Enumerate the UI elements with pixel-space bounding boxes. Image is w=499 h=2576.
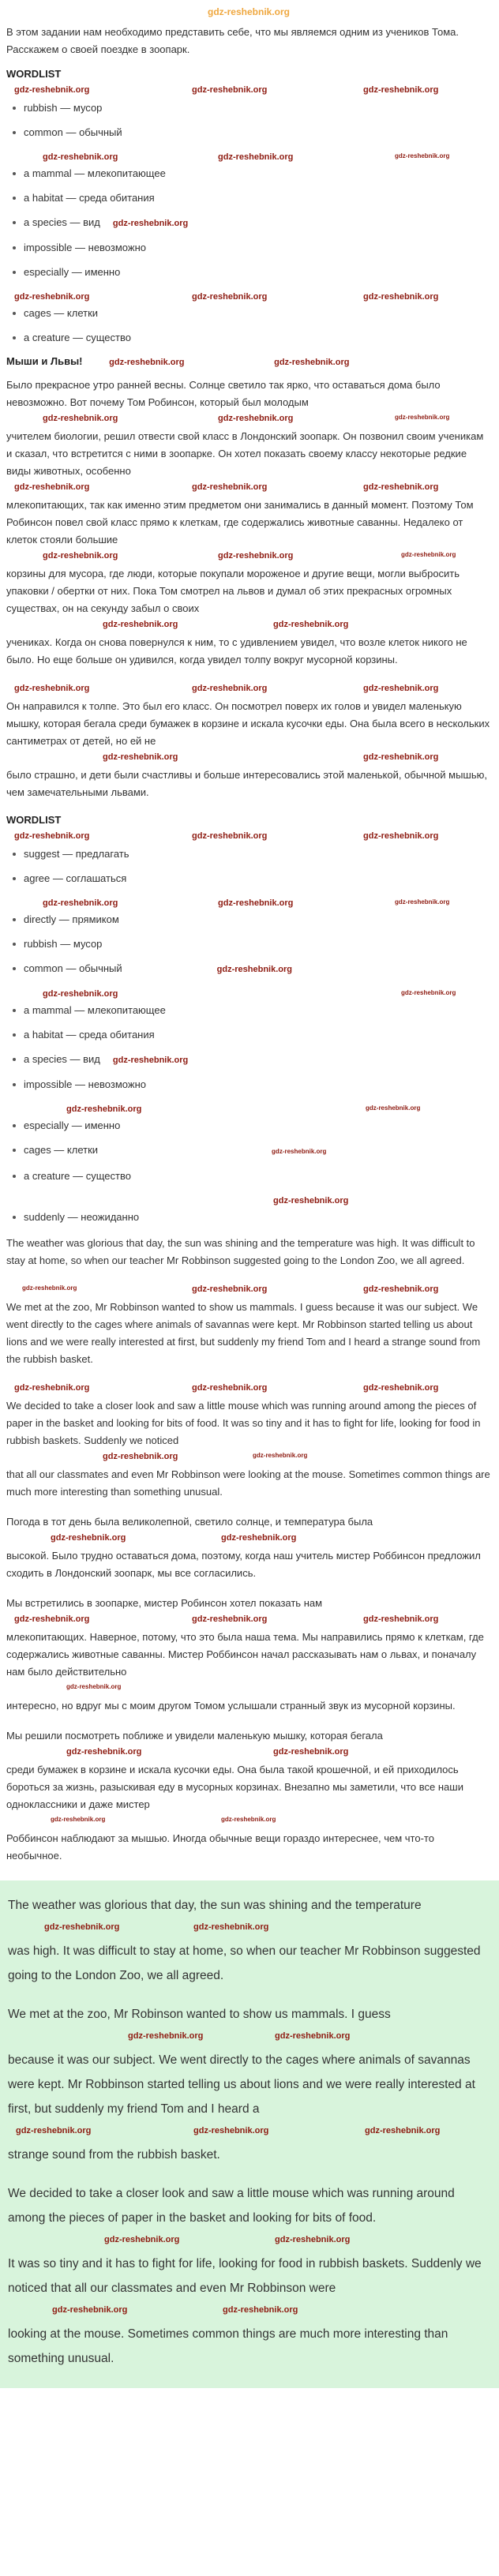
watermark-row [6,1813,491,1830]
wordlist-item-label: rubbish — мусор [24,102,103,114]
answer-paragraph-1 [8,1893,491,1988]
bullet-icon [13,918,16,921]
watermark-row [6,681,491,698]
translation-paragraph-2 [6,1595,491,1715]
watermark-row [8,2300,491,2322]
watermark: gdz-reshebnik.org [218,152,294,162]
wordlist-1 [6,101,491,345]
text-segment: We met at the zoo, Mr Robinson wanted to show us mammals. I guess [8,2008,391,2021]
watermark: gdz-reshebnik.org [363,1284,439,1294]
watermark: gdz-reshebnik.org [395,898,450,906]
watermark: gdz-reshebnik.org [363,482,439,492]
text-segment: млекопитающих. Наверное, потому, что это была наша тема. Мы направились прямо к клеткам, где содержались животные саванны. Мистер Роббинсон начал рассказывать нам о львах, и поначалу нам было действительно [6,1631,484,1678]
wordlist-item [6,1210,491,1224]
text-segment: Мы встретились в зоопарке, мистер Робинсон хотел показать нам [6,1597,323,1609]
watermark: gdz-reshebnik.org [43,898,118,908]
watermark-row [6,829,491,846]
wordlist-item [6,1003,491,1018]
watermark: gdz-reshebnik.org [192,684,268,693]
wordlist-item-label: cages — клетки [24,1144,99,1156]
text-segment: учениках. Когда он снова повернулся к ним, то с удивлением увидел, что возле клеток никого не было. Но еще больше он удивился, когда увидел толпу вокруг мусорной корзины. [6,636,467,666]
watermark-row [6,150,491,167]
bullet-icon [13,1216,16,1219]
watermark: gdz-reshebnik.org [66,1104,142,1114]
text-segment: We decided to take a closer look and saw a little mouse which was running around among the pieces of paper in the basket and looking for bits of food. [8,2187,455,2225]
watermark-row [6,1194,491,1210]
watermark: gdz-reshebnik.org [66,1683,122,1690]
watermark: gdz-reshebnik.org [363,85,439,95]
watermark: gdz-reshebnik.org [395,152,450,159]
bullet-icon [13,877,16,880]
bullet-icon [13,336,16,339]
watermark-row [6,1282,491,1299]
bullet-icon [13,943,16,946]
wordlist-item [6,1119,491,1133]
watermark: gdz-reshebnik.org [363,292,439,302]
wordlist-item-label: directly — прямиком [24,913,119,925]
wordlist-item [6,913,491,927]
text-segment: Он направился к толпе. Это был его класс. Он посмотрел поверх их голов и увидел маленькую мышку, которая бегала среди бумажек в корзине и искала кусочки еды. Она была всего в нескольких сантиметрах от детей, но ей не [6,700,490,747]
text-segment: It was so tiny and it has to fight for life, looking for food in rubbish baskets. Suddenly we noticed that all our classmates and even Mr Robbinson were [8,2257,482,2295]
wordlist-item-label: agree — соглашаться [24,872,127,884]
watermark: gdz-reshebnik.org [109,358,185,367]
watermark: gdz-reshebnik.org [274,358,350,367]
watermark: gdz-reshebnik.org [14,831,90,841]
story-title: Мыши и Львы! [6,355,83,367]
watermark: gdz-reshebnik.org [253,1452,308,1459]
watermark: gdz-reshebnik.org [128,2031,204,2041]
text-segment: Роббинсон наблюдают за мышью. Иногда обычные вещи гораздо интереснее, чем что-то необычное. [6,1832,434,1862]
text-segment: was high. It was difficult to stay at home, so when our teacher Mr Robbinson suggested going to the London Zoo, we all agreed. [8,1944,481,1982]
watermark-row [6,1449,491,1466]
watermark: gdz-reshebnik.org [103,1452,178,1461]
watermark: gdz-reshebnik.org [14,85,90,95]
watermark: gdz-reshebnik.org [363,1614,439,1624]
text-segment: strange sound from the rubbish basket. [8,2148,220,2162]
watermark: gdz-reshebnik.org [43,414,118,423]
watermark: gdz-reshebnik.org [272,1148,327,1155]
watermark: gdz-reshebnik.org [401,551,456,558]
wordlist-item [6,1169,491,1183]
watermark-row [6,83,491,99]
watermark: gdz-reshebnik.org [401,989,456,996]
watermark: gdz-reshebnik.org [395,414,450,421]
wordlist-item-label: especially — именно [24,266,121,278]
watermark: gdz-reshebnik.org [104,2235,180,2244]
watermark: gdz-reshebnik.org [16,2126,92,2135]
text-segment: среди бумажек в корзине и искала кусочки еды. Она была такой крошечной, и ей приходилось бороться за жизнь, разыскивая еду в мусорных корзинах. Внезапно мы заметили, что все наши одноклассники и даже мистер [6,1764,463,1810]
text-segment: учителем биологии, решил отвести свой класс в Лондонский зоопарк. Он позвонил своим ученикам и сказал, что встретится с ними в зоопарке. Он хотел показать своему классу некоторые редкие виды животных, особенно [6,430,484,477]
watermark: gdz-reshebnik.org [22,1284,77,1292]
watermark-row [6,750,491,767]
watermark: gdz-reshebnik.org [14,482,90,492]
wordlist-item-label: a species — вид [24,1053,100,1065]
watermark: gdz-reshebnik.org [273,1747,349,1757]
watermark: gdz-reshebnik.org [218,414,294,423]
bullet-icon [13,246,16,249]
watermark-row [6,896,491,913]
wordlist-item-label: a species — вид [24,216,100,228]
text-segment: looking at the mouse. Sometimes common things are much more interesting than something unusual. [8,2327,448,2365]
watermark: gdz-reshebnik.org [275,2235,351,2244]
watermark: gdz-reshebnik.org [193,1922,269,1932]
english-paragraph-1 [6,1235,491,1269]
text-segment: Мы решили посмотреть поближе и увидели маленькую мышку, которая бегала [6,1730,383,1742]
watermark: gdz-reshebnik.org [218,898,294,908]
bullet-icon [13,967,16,970]
bullet-icon [13,1124,16,1127]
bullet-icon [13,312,16,315]
watermark: gdz-reshebnik.org [192,292,268,302]
watermark-row [6,1745,491,1761]
watermark: gdz-reshebnik.org [273,620,349,629]
wordlist-item-label: a habitat — среда обитания [24,192,155,204]
text-segment: млекопитающих, так как именно этим предметом они занимались в данный момент. Поэтому Том Робинсон повел свой класс прямо к клеткам, где содержались животные саванны. Недалеко от клеток стояли большие [6,499,474,546]
wordlist-item-label: common — обычный [24,126,122,138]
bullet-icon [13,131,16,134]
watermark: gdz-reshebnik.org [192,1284,268,1294]
bullet-icon [13,271,16,274]
bullet-icon [13,1009,16,1012]
text-segment: The weather was glorious that day, the sun was shining and the temperature was high. It was difficult to stay at home, so when our teacher Mr Robbinson suggested going to the London Zoo, we all agreed. [6,1237,475,1266]
watermark: gdz-reshebnik.org [52,2305,128,2315]
wordlist-item [6,265,491,279]
watermark: gdz-reshebnik.org [221,1533,297,1543]
wordlist-item [6,937,491,951]
wordlist-item-label: a creature — существо [24,1170,131,1182]
wordlist-item-label: suddenly — неожиданно [24,1211,140,1223]
watermark-row [8,2230,491,2252]
watermark: gdz-reshebnik.org [207,6,290,17]
text-segment: корзины для мусора, где люди, которые покупали мороженое и другие вещи, могли выбросить упаковки / обертки от них. Пока Том смотрел на львов и думал об этих прекрасных огромных существах, он на секунду забыл о своих [6,568,460,614]
text-segment: that all our classmates and even Mr Robbinson were looking at the mouse. Sometimes common things are much more interesting than something unusual. [6,1468,490,1498]
wordlist-item-label: a mammal — млекопитающее [24,1004,166,1016]
wordlist-heading-1: WORDLIST [6,68,62,80]
bullet-icon [13,1083,16,1086]
text-segment: because it was our subject. We went directly to the cages where animals of savannas were kept. Mr Robbinson started telling us about lions and we were really interested at first, but suddenly my friend Tom and I heard a [8,2053,475,2116]
wordlist-item-label: impossible — невозможно [24,1078,146,1090]
wordlist-item [6,306,491,321]
watermark: gdz-reshebnik.org [275,2031,351,2041]
bullet-icon [13,221,16,224]
text-segment: We met at the zoo, Mr Robbinson wanted to show us mammals. I guess because it was our subject. We went directly to the cages where animals of savannas were kept. Mr Robbinson started telling us about lions and we were really interested at first, but suddenly my friend Tom and I heard a strange sound from the rubbish basket. [6,1301,481,1365]
watermark: gdz-reshebnik.org [103,620,178,629]
wordlist-item [6,1078,491,1092]
watermark-row [6,1102,491,1119]
bullet-icon [13,1175,16,1178]
watermark-row [8,2121,491,2143]
wordlist-item [6,1052,491,1067]
bullet-icon [13,1149,16,1152]
watermark: gdz-reshebnik.org [192,482,268,492]
text-segment: было страшно, и дети были счастливы и больше интересовались этой маленькой, обычной мышью, чем замечательными львами. [6,769,488,798]
watermark-row [6,549,491,565]
text-segment: Было прекрасное утро ранней весны. Солнце светило так ярко, что оставаться дома было невозможно. Вот почему Том Робинсон, который был молодым [6,379,441,408]
watermark-row [6,411,491,428]
translation-paragraph-3 [6,1727,491,1865]
watermark: gdz-reshebnik.org [193,2126,269,2135]
watermark-row [6,1531,491,1547]
watermark: gdz-reshebnik.org [192,1614,268,1624]
watermark: gdz-reshebnik.org [14,292,90,302]
bullet-icon [13,1058,16,1061]
watermark-row [6,1381,491,1397]
watermark: gdz-reshebnik.org [363,752,439,762]
text-segment: Погода в тот день была великолепной, светило солнце, и температура была [6,1516,373,1528]
watermark: gdz-reshebnik.org [365,2126,441,2135]
wordlist-item [6,1028,491,1042]
bullet-icon [13,1033,16,1037]
watermark: gdz-reshebnik.org [223,2305,298,2315]
watermark: gdz-reshebnik.org [366,1104,421,1112]
wordlist-item [6,101,491,115]
watermark: gdz-reshebnik.org [216,965,292,974]
text-segment: The weather was glorious that day, the sun was shining and the temperature [8,1899,422,1912]
text-segment: интересно, но вдруг мы с моим другом Томом услышали странный звук из мусорной корзины. [6,1700,456,1712]
bullet-icon [13,107,16,110]
wordlist-item-label: cages — клетки [24,307,99,319]
watermark: gdz-reshebnik.org [363,684,439,693]
wordlist-2 [6,847,491,1224]
wordlist-item [6,241,491,255]
watermark: gdz-reshebnik.org [66,1747,142,1757]
watermark: gdz-reshebnik.org [192,85,268,95]
wordlist-item [6,216,491,231]
wordlist-item [6,962,491,977]
watermark: gdz-reshebnik.org [43,551,118,561]
text-segment: We decided to take a closer look and saw a little mouse which was running around among the pieces of paper in the basket and looking for bits of food. It was so tiny and it has to fight for life, looking for food in rubbish baskets. Suddenly we noticed [6,1400,481,1446]
watermark-row [6,1681,491,1697]
wordlist-item-label: a creature — существо [24,332,131,343]
answer-paragraph-3 [8,2181,491,2371]
answer-paragraph-2 [8,2002,491,2167]
watermark-row [6,290,491,306]
watermark: gdz-reshebnik.org [43,989,118,999]
watermark: gdz-reshebnik.org [363,831,439,841]
wordlist-item-label: a habitat — среда обитания [24,1029,155,1041]
wordlist-item [6,126,491,140]
watermark-row [6,987,491,1003]
bullet-icon [13,197,16,200]
watermark: gdz-reshebnik.org [44,1922,120,1932]
watermark: gdz-reshebnik.org [14,1383,90,1393]
watermark-top-row [6,3,491,24]
watermark-row [6,1612,491,1629]
story-paragraph-2 [6,698,491,801]
watermark: gdz-reshebnik.org [192,1383,268,1393]
wordlist-item-label: suggest — предлагать [24,848,129,860]
watermark: gdz-reshebnik.org [14,1614,90,1624]
wordlist-item-label: common — обычный [24,962,122,974]
bullet-icon [13,853,16,856]
watermark: gdz-reshebnik.org [51,1816,106,1823]
wordlist-item [6,167,491,181]
watermark-row [8,1918,491,1939]
answer-block [0,1880,499,2388]
watermark-row [8,2027,491,2048]
watermark-row [6,480,491,497]
watermark: gdz-reshebnik.org [103,752,178,762]
wordlist-item [6,191,491,205]
watermark: gdz-reshebnik.org [43,152,118,162]
wordlist-item-label: impossible — невозможно [24,242,146,253]
english-paragraph-2 [6,1299,491,1368]
wordlist-item [6,1143,491,1159]
wordlist-item-label: a mammal — млекопитающее [24,167,166,179]
wordlist-heading-2: WORDLIST [6,814,62,826]
watermark: gdz-reshebnik.org [363,1383,439,1393]
watermark: gdz-reshebnik.org [112,1056,189,1065]
watermark: gdz-reshebnik.org [112,219,189,228]
watermark: gdz-reshebnik.org [221,1816,276,1823]
story-title-row [6,355,491,367]
watermark: gdz-reshebnik.org [14,684,90,693]
watermark-row [6,617,491,634]
text-segment: высокой. Было трудно оставаться дома, поэтому, когда наш учитель мистер Роббинсон предложил сходить в Лондонский зоопарк, мы все согласились. [6,1550,481,1579]
watermark: gdz-reshebnik.org [218,551,294,561]
english-paragraph-3 [6,1397,491,1501]
wordlist-item [6,872,491,886]
intro-text: В этом задании нам необходимо представить себе, что мы являемся одним из учеников Тома. Расскажем о своей поездке в зоопарк. [6,26,459,55]
story-paragraph-1 [6,377,491,669]
wordlist-item [6,847,491,861]
watermark: gdz-reshebnik.org [192,831,268,841]
wordlist-item-label: rubbish — мусор [24,938,103,950]
watermark: gdz-reshebnik.org [51,1533,126,1543]
wordlist-item [6,331,491,345]
translation-paragraph-1 [6,1513,491,1582]
bullet-icon [13,172,16,175]
wordlist-item-label: especially — именно [24,1119,121,1131]
watermark: gdz-reshebnik.org [273,1196,349,1206]
